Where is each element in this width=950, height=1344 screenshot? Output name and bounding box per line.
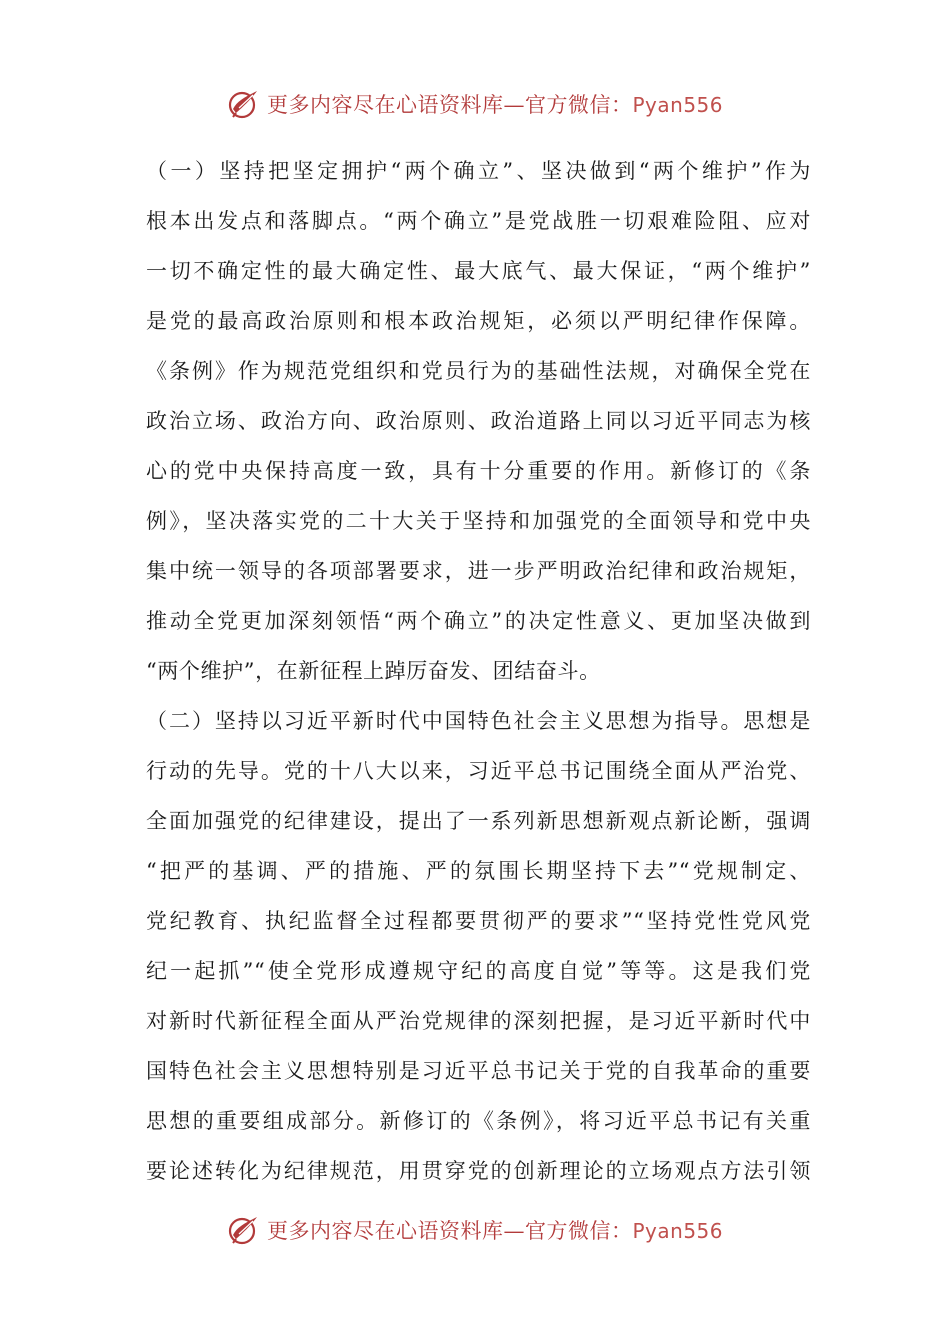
text-line: 推动全党更加深刻领悟“两个确立”的决定性意义、更加坚决做到 [146, 609, 811, 633]
text-line: “把严的基调、严的措施、严的氛围长期坚持下去”“党规制定、 [146, 859, 811, 883]
pen-logo-icon [227, 87, 261, 121]
text-line: 集中统一领导的各项部署要求，进一步严明政治纪律和政治规矩， [146, 559, 811, 583]
text-line: 行动的先导。党的十八大以来，习近平总书记围绕全面从严治党、 [146, 759, 811, 783]
text-line: 例》，坚决落实党的二十大关于坚持和加强党的全面领导和党中央 [146, 509, 811, 533]
text-line: 纪一起抓”“使全党形成遵规守纪的高度自觉”等等。这是我们党 [146, 959, 811, 983]
header-banner [0, 84, 950, 124]
text-line: 《条例》作为规范党组织和党员行为的基础性法规，对确保全党在 [146, 359, 811, 383]
text-line: 思想的重要组成部分。新修订的《条例》，将习近平总书记有关重 [146, 1109, 811, 1133]
pen-logo-icon [227, 1213, 261, 1247]
text-line: 心的党中央保持高度一致，具有十分重要的作用。新修订的《条 [146, 459, 811, 483]
text-line: 是党的最高政治原则和根本政治规矩，必须以严明纪律作保障。 [146, 309, 811, 333]
text-line: 一切不确定性的最大确定性、最大底气、最大保证，“两个维护” [146, 259, 811, 283]
text-line: 根本出发点和落脚点。“两个确立”是党战胜一切艰难险阻、应对 [146, 209, 811, 233]
text-line: 要论述转化为纪律规范，用贯穿党的创新理论的立场观点方法引领 [146, 1159, 811, 1183]
wechat-id: Pyan556 [632, 1219, 723, 1243]
text-line: 对新时代新征程全面从严治党规律的深刻把握，是习近平新时代中 [146, 1009, 811, 1033]
footer-banner [0, 1210, 950, 1250]
text-line: 政治立场、政治方向、政治原则、政治道路上同以习近平同志为核 [146, 409, 811, 433]
banner-text: 更多内容尽在心语资料库—官方微信： [266, 93, 633, 117]
wechat-id: Pyan556 [632, 93, 723, 117]
text-line: “两个维护”，在新征程上踔厉奋发、团结奋斗。 [146, 659, 601, 683]
banner-text: 更多内容尽在心语资料库—官方微信： [266, 1219, 633, 1243]
text-line: 全面加强党的纪律建设，提出了一系列新思想新观点新论断，强调 [146, 809, 811, 833]
document-body [146, 146, 811, 1196]
text-line: 国特色社会主义思想特别是习近平总书记关于党的自我革命的重要 [146, 1059, 811, 1083]
text-line: 党纪教育、执纪监督全过程都要贯彻严的要求”“坚持党性党风党 [146, 909, 811, 933]
text-line: （二）坚持以习近平新时代中国特色社会主义思想为指导。思想是 [146, 709, 811, 733]
text-line: （一）坚持把坚定拥护“两个确立”、坚决做到“两个维护”作为 [146, 159, 811, 183]
